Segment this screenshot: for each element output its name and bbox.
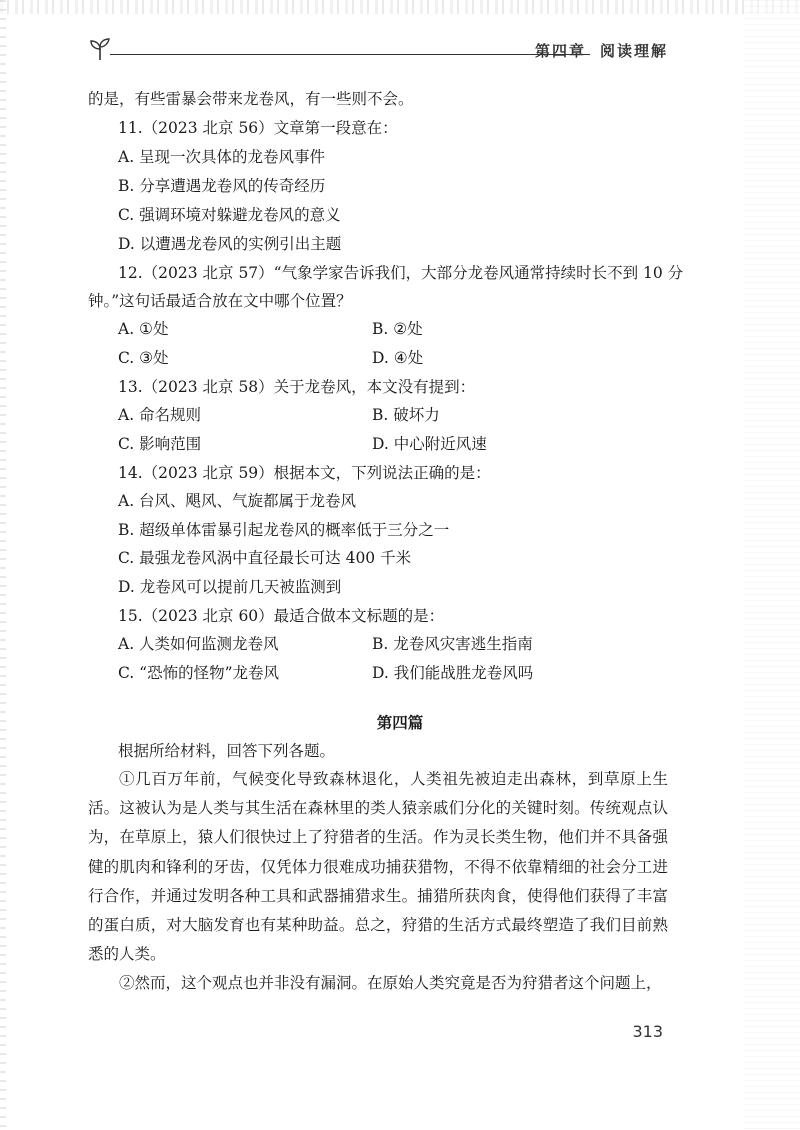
question-12-option-c: C. ③处 xyxy=(118,349,169,367)
sprout-icon xyxy=(88,36,112,62)
header-chapter: 第四章 xyxy=(534,42,586,60)
scan-noise-left xyxy=(0,0,6,1130)
question-12-stem-line2: 钟。”这句话最适合放在文中哪个位置？ xyxy=(88,292,352,310)
question-11-option-a: A. 呈现一次具体的龙卷风事件 xyxy=(118,148,326,166)
question-15-option-c: C. “恐怖的怪物”龙卷风 xyxy=(118,664,280,682)
question-13-option-d: D. 中心附近风速 xyxy=(372,435,487,453)
question-15-stem: 15.（2023 北京 60）最适合做本文标题的是： xyxy=(118,607,445,625)
passage-title: 第四篇 xyxy=(376,714,424,732)
passage-paragraph-2: ②然而，这个观点也并非没有漏洞。在原始人类究竟是否为狩猎者这个问题上， xyxy=(119,974,662,992)
header-section: 阅读理解 xyxy=(599,42,668,60)
continued-line: 的是，有些雷暴会带来龙卷风，有一些则不会。 xyxy=(88,90,414,108)
question-14-option-b: B. 超级单体雷暴引起龙卷风的概率低于三分之一 xyxy=(118,521,450,539)
question-15-option-b: B. 龙卷风灾害逃生指南 xyxy=(372,635,533,653)
question-13-stem: 13.（2023 北京 58）关于龙卷风，本文没有提到： xyxy=(118,378,476,396)
question-14-option-d: D. 龙卷风可以提前几天被监测到 xyxy=(118,578,342,596)
question-13-option-b: B. 破坏力 xyxy=(372,406,440,424)
question-13-option-c: C. 影响范围 xyxy=(118,435,202,453)
question-15-option-d: D. 我们能战胜龙卷风吗 xyxy=(372,664,534,682)
passage-paragraph-1: ①几百万年前，气候变化导致森林退化，人类祖先被迫走出森林，到草原上生活。这被认为是人类与其生活在森林里的类人猿亲戚们分化的关键时刻。传统观点认为，在草原上，猿人们很快过上了狩猎者的生活。作为灵长类生物，他们并不具备强健的肌肉和锋利的牙齿，仅凭体力很难成功捕获猎物，不得不依靠精细的社会分工进行合作，并通过发明各种工具和武器捕猎求生。捕猎所获肉食，使得他们获得了丰富的蛋白质，对大脑发育也有某种助益。总之，狩猎的生活方式最终塑造了我们目前熟悉的人类。 xyxy=(88,770,668,964)
passage-intro: 根据所给材料，回答下列各题。 xyxy=(118,742,336,760)
question-14-option-c: C. 最强龙卷风涡中直径最长可达 400 千米 xyxy=(118,549,412,567)
question-13-option-a: A. 命名规则 xyxy=(118,406,202,424)
page-number: 313 xyxy=(632,1022,663,1041)
question-14-option-a: A. 台风、飓风、气旋都属于龙卷风 xyxy=(118,492,357,510)
question-15-option-a: A. 人类如何监测龙卷风 xyxy=(118,635,279,653)
question-11-stem: 11.（2023 北京 56）文章第一段意在： xyxy=(118,119,398,137)
question-12-stem-line1: 12.（2023 北京 57）“气象学家告诉我们，大部分龙卷风通常持续时长不到 10 分 xyxy=(118,264,684,282)
question-12-option-a: A. ①处 xyxy=(118,320,169,338)
question-14-stem: 14.（2023 北京 59）根据本文，下列说法正确的是： xyxy=(118,464,491,482)
page-header xyxy=(88,36,668,66)
question-11-option-d: D. 以遭遇龙卷风的实例引出主题 xyxy=(118,235,342,253)
scan-noise-right xyxy=(744,0,800,1130)
question-12-option-b: B. ②处 xyxy=(372,320,423,338)
header-rule xyxy=(110,54,590,55)
question-11-option-c: C. 强调环境对躲避龙卷风的意义 xyxy=(118,206,341,224)
scan-noise-top xyxy=(0,0,800,14)
header-title xyxy=(535,40,668,61)
question-12-option-d: D. ④处 xyxy=(372,349,424,367)
question-11-option-b: B. 分享遭遇龙卷风的传奇经历 xyxy=(118,177,326,195)
